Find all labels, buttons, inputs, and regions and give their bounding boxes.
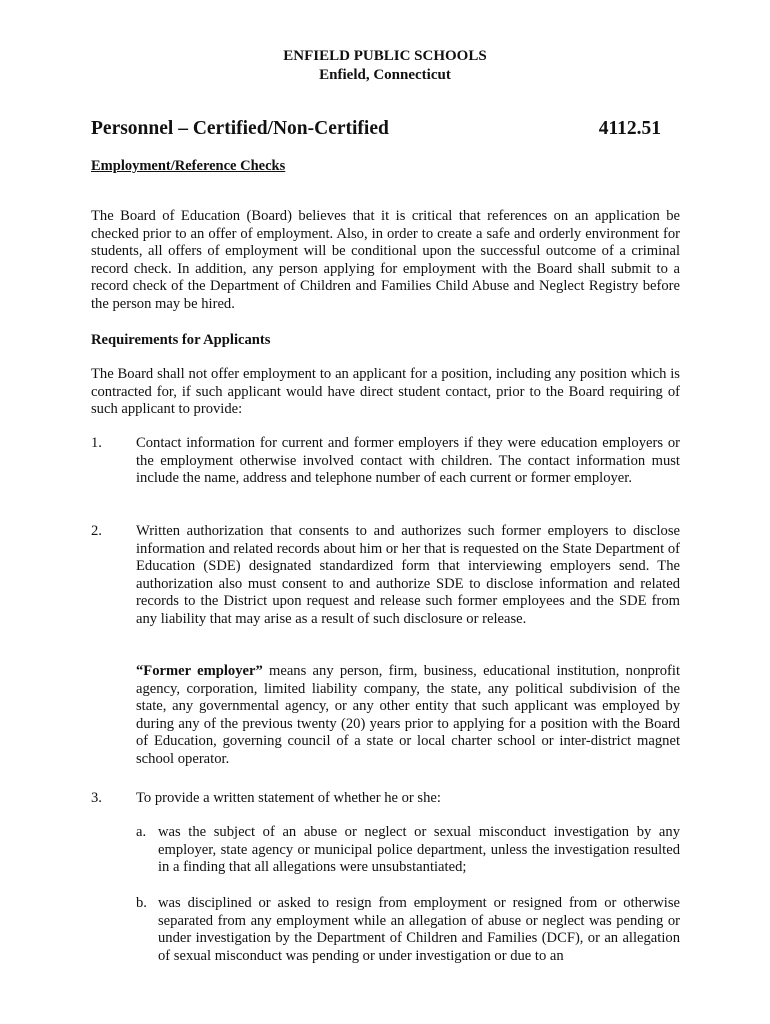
list-item-number: 1.: [91, 435, 102, 451]
district-location: Enfield, Connecticut: [319, 67, 451, 83]
list-item: [91, 523, 680, 629]
policy-subtitle: Employment/Reference Checks: [91, 158, 286, 174]
list-item-number: 2.: [91, 523, 102, 539]
sub-list-item: [136, 824, 680, 877]
district-name: ENFIELD PUBLIC SCHOOLS: [283, 48, 487, 64]
former-employer-definition: [91, 663, 680, 769]
list-item-text: Written authorization that consents to and authorizes such former employers to disclose information and related records about him or her that is requested on the State Department of Education (SDE) designated standardized form that interviewing employers send. The authorization also must consent to and authorize SDE to disclose information and related records to the District upon request and release such former employees and the SDE from any liability that may arise as a result of such disclosure or release.: [136, 523, 680, 627]
intro-paragraph: The Board of Education (Board) believes that it is critical that references on an application be checked prior to an offer of employment. Also, in order to create a safe and orderly environment for students, all offers of employment will be conditional upon the successful outcome of a criminal record check. In addition, any person applying for employment with the Board shall submit to a record check of the Department of Children and Families Child Abuse and Neglect Registry before the person may be hired.: [91, 208, 680, 312]
list-item: [91, 790, 680, 808]
former-employer-text: means any person, firm, business, educational institution, nonprofit agency, corporation, limited liability company, the state, any political subdivision of the state, any governmental agency, or any other entity that such applicant was employed by during any of the previous twenty (20) years prior to applying for a position with the Board of Education, governing council of a state or local charter school or inter-district magnet school operator.: [136, 663, 680, 767]
sub-list-item: [136, 895, 680, 965]
document-header: [0, 47, 770, 85]
requirements-heading: Requirements for Applicants: [91, 332, 271, 348]
list-item-text: Contact information for current and former employers if they were education employers or the employment otherwise involved contact with children. The contact information must include the name, address and telephone number of each current or former employer.: [136, 435, 680, 487]
sub-list-item-text: was disciplined or asked to resign from employment or resigned from or otherwise separated from any employment while an allegation of abuse or neglect was pending or under investigation by the Department of Children and Families (DCF), or an allegation of sexual misconduct was pending or under investigation or due to an: [158, 895, 680, 964]
sub-list-item-letter: b.: [136, 895, 147, 911]
list-item-number: 3.: [91, 790, 102, 806]
former-employer-term: “Former employer”: [136, 663, 263, 679]
policy-code: 4112.51: [598, 118, 661, 139]
requirements-lead-paragraph: The Board shall not offer employment to an applicant for a position, including any position which is contracted for, if such applicant would have direct student contact, prior to the Board requiring of such applicant to provide:: [91, 366, 680, 418]
list-item: [91, 435, 680, 488]
policy-title: Personnel – Certified/Non-Certified: [91, 118, 389, 139]
policy-title-row: [91, 117, 661, 141]
sub-list-item-letter: a.: [136, 824, 147, 840]
list-item-text: To provide a written statement of whether he or she:: [136, 790, 441, 806]
sub-list-item-text: was the subject of an abuse or neglect or sexual misconduct investigation by any employer, state agency or municipal police department, unless the investigation resulted in a finding that all allegations were unsubstantiated;: [158, 824, 680, 876]
